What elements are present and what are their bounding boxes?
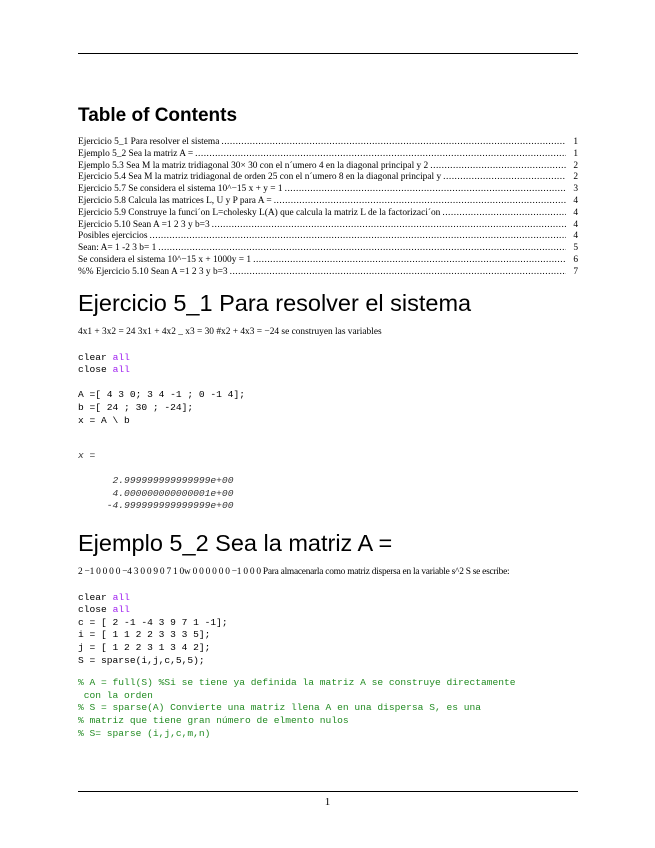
code-keyword: close <box>78 604 107 616</box>
toc-entry-page[interactable]: 5 <box>573 243 578 254</box>
section-1-output <box>78 437 578 513</box>
section-2-comments <box>78 677 578 740</box>
code-line: A =[ 4 3 0; 3 4 -1 ; 0 -1 4]; <box>78 389 245 401</box>
footer-rule <box>78 791 578 792</box>
toc-leader-dots <box>193 149 566 161</box>
code-comment: % S= sparse (i,j,c,m,n) <box>78 727 211 739</box>
code-keyword: clear <box>78 591 107 603</box>
output-value: 4.000000000000001e+00 <box>112 487 234 499</box>
toc-entry-page[interactable]: 3 <box>573 184 578 195</box>
toc-leader-dots <box>228 267 566 279</box>
toc-entry-page[interactable]: 1 <box>573 137 578 147</box>
toc-entry-4[interactable] <box>78 172 578 184</box>
output-value: -4.999999999999999e+00 <box>106 500 234 512</box>
toc-entry-10[interactable] <box>78 243 578 255</box>
section-2-intro: 2 −1 0 0 0 0 −4 3 0 0 9 0 7 1 0w 0 0 0 0 0 0 −1 0 0 0 Para almacenarla como matriz dispersa en la variable s^2 S se escribe: <box>78 566 510 577</box>
toc-entry-3[interactable] <box>78 161 578 173</box>
toc-entry-page[interactable]: 4 <box>573 207 578 218</box>
toc-entry-9[interactable] <box>78 231 578 243</box>
output-value: 2.999999999999999e+00 <box>112 474 234 486</box>
code-argument: all <box>112 591 130 603</box>
code-line: x = A \ b <box>78 414 130 426</box>
toc-entry-page[interactable]: 6 <box>573 254 578 265</box>
toc-entry-text[interactable]: %% Ejercicio 5.10 Sean A =1 2 3 y b=3 <box>78 266 228 277</box>
toc-leader-dots <box>440 208 566 220</box>
toc-leader-dots <box>251 255 566 267</box>
toc-leader-dots <box>219 137 566 149</box>
section-1-code <box>78 352 578 428</box>
toc-entry-page[interactable]: 4 <box>573 219 578 230</box>
code-argument: all <box>112 364 130 376</box>
section-2-code <box>78 592 578 668</box>
code-line: S = sparse(i,j,c,5,5); <box>78 654 205 666</box>
toc-entry-7[interactable] <box>78 208 578 220</box>
toc-title: Table of Contents <box>78 105 238 126</box>
toc-leader-dots <box>428 161 566 173</box>
toc-entry-text[interactable]: Ejercicio 5.10 Sean A =1 2 3 y b=3 <box>78 219 210 230</box>
page-number: 1 <box>324 796 331 808</box>
toc-entry-text[interactable]: Ejercicio 5.4 Sea M la matriz tridiagonal de orden 25 con el n´umero 8 en la diagonal principal y <box>78 172 442 183</box>
document-body <box>78 104 578 750</box>
toc-entry-text[interactable]: Ejercicio 5.9 Construye la funci´on L=cholesky L(A) que calcula la matriz L de la factorizaci´on <box>78 207 441 218</box>
toc-entry-12[interactable] <box>78 267 578 279</box>
toc-entry-text[interactable]: Ejercicio 5.7 Se considera el sistema 10^−15 x + y = 1 <box>78 184 283 195</box>
toc-entry-text[interactable]: Ejercicio 5_1 Para resolver el sistema <box>78 137 220 147</box>
toc-entry-text[interactable]: Se considera el sistema 10^−15 x + 1000y = 1 <box>78 254 252 265</box>
toc-leader-dots <box>272 196 566 208</box>
section-2-title: Ejemplo 5_2 Sea la matriz A = <box>78 529 393 556</box>
toc-entry-text[interactable]: Sean: A= 1 -2 3 b= 1 <box>78 243 157 254</box>
output-label: x = <box>78 449 96 461</box>
toc-entry-5[interactable] <box>78 184 578 196</box>
toc-entry-page[interactable]: 1 <box>573 148 578 159</box>
code-comment: con la orden <box>78 689 153 701</box>
toc-entry-page[interactable]: 2 <box>573 172 578 183</box>
code-argument: all <box>112 351 130 363</box>
toc-entry-page[interactable]: 4 <box>573 231 578 242</box>
toc-entry-page[interactable]: 4 <box>573 195 578 206</box>
code-line: j = [ 1 2 2 3 1 3 4 2]; <box>78 642 211 654</box>
toc-leader-dots <box>283 184 566 196</box>
code-line: i = [ 1 1 2 2 3 3 3 5]; <box>78 629 211 641</box>
code-keyword: close <box>78 364 107 376</box>
toc-leader-dots <box>210 220 566 232</box>
toc-entry-text[interactable]: Ejercicio 5.8 Calcula las matrices L, U y P para A = <box>78 195 272 206</box>
toc-entry-11[interactable] <box>78 255 578 267</box>
toc-leader-dots <box>441 172 566 184</box>
toc-entry-text[interactable]: Ejemplo 5.3 Sea M la matriz tridiagonal 30× 30 con el n´umero 4 en la diagonal principal y 2 <box>78 160 429 171</box>
toc-entry-1[interactable] <box>78 137 578 149</box>
table-of-contents <box>78 137 578 279</box>
toc-entry-6[interactable] <box>78 196 578 208</box>
code-argument: all <box>112 604 130 616</box>
toc-entry-page[interactable]: 2 <box>573 160 578 171</box>
code-keyword: clear <box>78 351 107 363</box>
code-comment: % matriz que tiene gran número de elmento nulos <box>78 715 349 727</box>
toc-entry-text[interactable]: Ejemplo 5_2 Sea la matriz A = <box>78 148 194 159</box>
section-1-title: Ejercicio 5_1 Para resolver el sistema <box>78 289 472 316</box>
toc-entry-text[interactable]: Posibles ejercicios <box>78 231 148 242</box>
toc-entry-page[interactable]: 7 <box>573 266 578 277</box>
section-1-intro: 4x1 + 3x2 = 24 3x1 + 4x2 _ x3 = 30 #x2 + 4x3 = −24 se construyen las variables <box>78 326 382 337</box>
code-line: c = [ 2 -1 -4 3 9 7 1 -1]; <box>78 616 228 628</box>
toc-entry-2[interactable] <box>78 149 578 161</box>
toc-leader-dots <box>156 243 566 255</box>
code-comment: % S = sparse(A) Convierte una matriz llena A en una dispersa S, es una <box>78 702 482 714</box>
code-comment: % A = full(S) %Si se tiene ya definida la matriz A se construye directamente <box>78 677 516 689</box>
toc-entry-8[interactable] <box>78 220 578 232</box>
toc-leader-dots <box>148 231 566 243</box>
code-line: b =[ 24 ; 30 ; -24]; <box>78 401 194 413</box>
header-rule <box>78 53 578 54</box>
